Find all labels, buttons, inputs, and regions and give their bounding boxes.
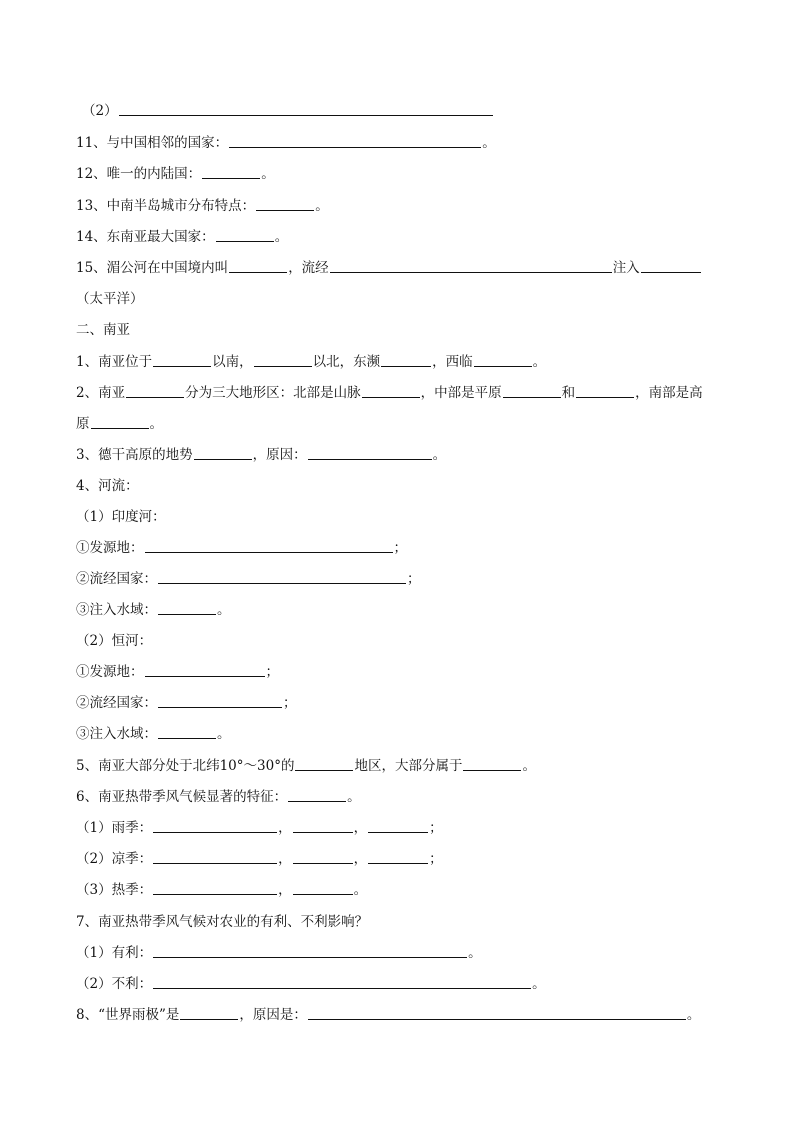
line-text: 地区，大部分属于 bbox=[354, 758, 463, 774]
line-text: 12、唯一的内陆国： bbox=[76, 166, 202, 182]
fill-in-blank[interactable] bbox=[362, 383, 420, 398]
line-text: ③注入水域： bbox=[76, 602, 157, 618]
line-text: （1）雨季： bbox=[76, 820, 153, 836]
line-text: ，西临 bbox=[432, 354, 473, 370]
line-text: 注入 bbox=[612, 260, 640, 276]
line-text: 和 bbox=[561, 385, 576, 401]
worksheet-line bbox=[76, 756, 536, 776]
fill-in-blank[interactable] bbox=[288, 787, 346, 802]
fill-in-blank[interactable] bbox=[158, 569, 406, 584]
fill-in-blank[interactable] bbox=[145, 538, 393, 553]
worksheet-line bbox=[76, 724, 231, 744]
line-text: ，南部是高 bbox=[635, 385, 703, 401]
worksheet-line bbox=[76, 787, 361, 807]
worksheet-line bbox=[76, 693, 297, 713]
worksheet-line bbox=[76, 445, 446, 465]
fill-in-blank[interactable] bbox=[180, 1005, 238, 1020]
line-text: 。 bbox=[532, 354, 547, 370]
worksheet-line bbox=[76, 662, 279, 682]
worksheet-line bbox=[76, 258, 702, 278]
fill-in-blank[interactable] bbox=[153, 818, 277, 833]
worksheet-line bbox=[76, 818, 443, 838]
fill-in-blank[interactable] bbox=[153, 880, 277, 895]
line-text: ， bbox=[278, 820, 292, 836]
line-text: 7、南亚热带季风气候对农业的有利、不利影响？ bbox=[76, 914, 369, 930]
fill-in-blank[interactable] bbox=[308, 1005, 686, 1020]
fill-in-blank[interactable] bbox=[194, 445, 252, 460]
line-text: 1、南亚位于 bbox=[76, 354, 153, 370]
line-text: （3）热季： bbox=[76, 882, 153, 898]
worksheet-line bbox=[76, 227, 288, 247]
fill-in-blank[interactable] bbox=[91, 414, 149, 429]
fill-in-blank[interactable] bbox=[126, 383, 184, 398]
line-text: ； bbox=[283, 695, 297, 711]
line-text: ②流经国家： bbox=[76, 695, 157, 711]
worksheet-line bbox=[76, 196, 329, 216]
line-text: ，原因是： bbox=[239, 1007, 307, 1023]
line-text: 13、中南半岛城市分布特点： bbox=[76, 198, 256, 214]
worksheet-line bbox=[76, 631, 152, 651]
line-text: 11、与中国相邻的国家： bbox=[76, 135, 229, 151]
fill-in-blank[interactable] bbox=[474, 352, 532, 367]
fill-in-blank[interactable] bbox=[158, 693, 282, 708]
line-text: ③注入水域： bbox=[76, 726, 157, 742]
fill-in-blank[interactable] bbox=[641, 258, 701, 273]
line-text: ， bbox=[353, 820, 368, 836]
worksheet-line bbox=[76, 352, 546, 372]
line-text: （2）不利： bbox=[76, 976, 153, 992]
worksheet-line bbox=[76, 320, 130, 340]
line-text: ①发源地： bbox=[76, 540, 144, 556]
line-text: ； bbox=[265, 664, 279, 680]
line-text: 。 bbox=[261, 166, 275, 182]
line-text: 14、东南亚最大国家： bbox=[76, 229, 215, 245]
line-text: （1）有利： bbox=[76, 945, 153, 961]
fill-in-blank[interactable] bbox=[368, 849, 428, 864]
worksheet-line bbox=[76, 943, 482, 963]
line-text: ， bbox=[278, 882, 292, 898]
fill-in-blank[interactable] bbox=[295, 756, 353, 771]
line-text: ，流经 bbox=[288, 260, 329, 276]
fill-in-blank[interactable] bbox=[254, 352, 312, 367]
line-text: 以北，东濒 bbox=[312, 354, 381, 370]
line-text: ， bbox=[353, 851, 368, 867]
line-text: （2）恒河： bbox=[76, 633, 153, 649]
line-text: （2）凉季： bbox=[76, 851, 153, 867]
worksheet-line bbox=[82, 101, 494, 121]
line-text: 。 bbox=[482, 135, 496, 151]
fill-in-blank[interactable] bbox=[158, 724, 216, 739]
fill-in-blank[interactable] bbox=[145, 662, 265, 677]
line-text: 。 bbox=[468, 945, 482, 961]
line-text: 。 bbox=[274, 229, 289, 245]
line-text: 。 bbox=[149, 416, 163, 432]
worksheet-line bbox=[76, 414, 163, 434]
worksheet-line bbox=[76, 164, 275, 184]
line-text: ； bbox=[407, 571, 421, 587]
line-text: 。 bbox=[353, 882, 368, 898]
worksheet-line bbox=[76, 133, 496, 153]
fill-in-blank[interactable] bbox=[216, 227, 274, 242]
fill-in-blank[interactable] bbox=[503, 383, 561, 398]
line-text: 。 bbox=[217, 726, 231, 742]
line-text: （2） bbox=[82, 103, 118, 119]
line-text: 。 bbox=[686, 1007, 701, 1023]
worksheet-line bbox=[76, 538, 407, 558]
fill-in-blank[interactable] bbox=[330, 258, 612, 273]
fill-in-blank[interactable] bbox=[293, 849, 353, 864]
fill-in-blank[interactable] bbox=[381, 352, 431, 367]
line-text: ， bbox=[278, 851, 292, 867]
fill-in-blank[interactable] bbox=[463, 756, 521, 771]
line-text: 二、南亚 bbox=[76, 322, 130, 338]
line-text: 以南， bbox=[212, 354, 253, 370]
line-text: 。 bbox=[522, 758, 536, 774]
worksheet-line bbox=[76, 912, 368, 932]
line-text: 15、湄公河在中国境内叫 bbox=[76, 260, 229, 276]
line-text: ； bbox=[429, 820, 443, 836]
fill-in-blank[interactable] bbox=[153, 974, 531, 989]
worksheet-line bbox=[76, 600, 231, 620]
line-text: 。 bbox=[532, 976, 546, 992]
line-text: ； bbox=[393, 540, 407, 556]
line-text: ，中部是平原 bbox=[420, 385, 502, 401]
fill-in-blank[interactable] bbox=[158, 600, 216, 615]
worksheet-line bbox=[76, 880, 367, 900]
line-text: 2、南亚 bbox=[76, 385, 126, 401]
line-text: 。 bbox=[315, 198, 329, 214]
line-text: 8、“世界雨极”是 bbox=[76, 1007, 180, 1023]
line-text: ； bbox=[429, 851, 443, 867]
fill-in-blank[interactable] bbox=[368, 818, 428, 833]
line-text: ，原因： bbox=[252, 447, 307, 463]
worksheet-line bbox=[76, 476, 139, 496]
line-text: 5、南亚大部分处于北纬10°～30°的 bbox=[76, 758, 295, 774]
fill-in-blank[interactable] bbox=[153, 352, 211, 367]
line-text: 。 bbox=[347, 789, 361, 805]
fill-in-blank[interactable] bbox=[153, 849, 277, 864]
fill-in-blank[interactable] bbox=[202, 164, 260, 179]
worksheet-line bbox=[76, 569, 421, 589]
line-text: 4、河流： bbox=[76, 478, 139, 494]
fill-in-blank[interactable] bbox=[119, 101, 493, 116]
fill-in-blank[interactable] bbox=[256, 196, 314, 211]
fill-in-blank[interactable] bbox=[576, 383, 634, 398]
line-text: ②流经国家： bbox=[76, 571, 157, 587]
fill-in-blank[interactable] bbox=[229, 258, 287, 273]
fill-in-blank[interactable] bbox=[293, 880, 353, 895]
worksheet-line bbox=[76, 289, 144, 309]
worksheet-line bbox=[76, 974, 546, 994]
line-text: 分为三大地形区：北部是山脉 bbox=[185, 385, 361, 401]
line-text: 。 bbox=[432, 447, 447, 463]
fill-in-blank[interactable] bbox=[293, 818, 353, 833]
line-text: （太平洋） bbox=[76, 291, 144, 307]
line-text: （1）印度河： bbox=[76, 509, 166, 525]
worksheet-line bbox=[76, 383, 703, 403]
worksheet-line bbox=[76, 849, 443, 869]
worksheet-line bbox=[76, 1005, 700, 1025]
line-text: 。 bbox=[217, 602, 231, 618]
line-text: 6、南亚热带季风气候显著的特征： bbox=[76, 789, 288, 805]
line-text: 原 bbox=[76, 416, 90, 432]
fill-in-blank[interactable] bbox=[153, 943, 467, 958]
line-text: 3、德干高原的地势 bbox=[76, 447, 193, 463]
fill-in-blank[interactable] bbox=[229, 133, 481, 148]
line-text: ①发源地： bbox=[76, 664, 144, 680]
worksheet-line bbox=[76, 507, 166, 527]
fill-in-blank[interactable] bbox=[308, 445, 432, 460]
